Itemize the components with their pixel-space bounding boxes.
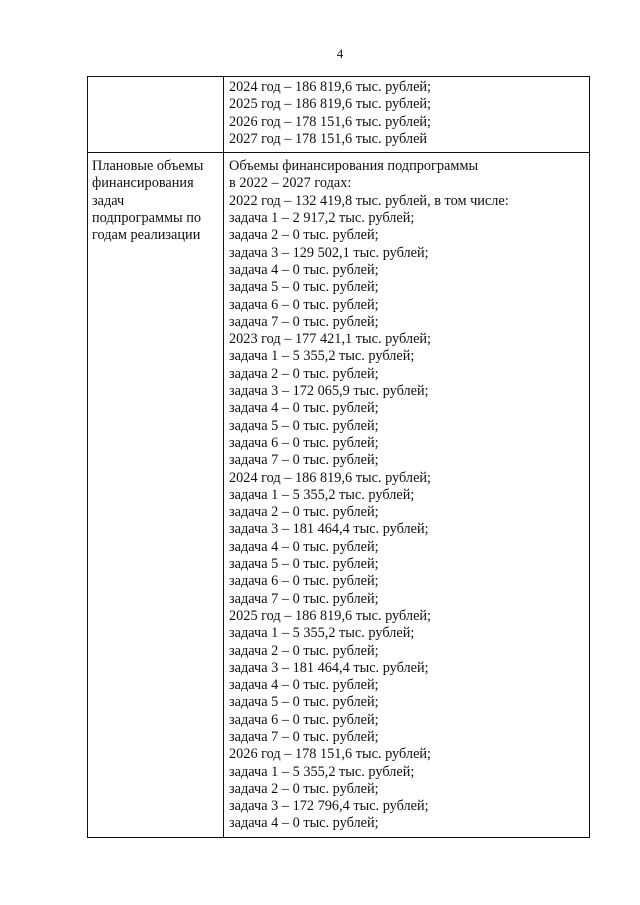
financing-line: задача 4 – 0 тыс. рублей; <box>229 815 379 832</box>
financing-line: задача 3 – 172 065,9 тыс. рублей; <box>229 383 429 400</box>
financing-line: задача 3 – 129 502,1 тыс. рублей; <box>229 244 429 261</box>
financing-line: задача 6 – 0 тыс. рублей; <box>229 434 379 451</box>
financing-line: задача 4 – 0 тыс. рублей; <box>229 400 379 417</box>
financing-line: задача 3 – 172 796,4 тыс. рублей; <box>229 798 429 815</box>
financing-line: задача 3 – 181 464,4 тыс. рублей; <box>229 521 429 538</box>
financing-line: задача 1 – 2 917,2 тыс. рублей; <box>229 210 415 227</box>
financing-line: задача 5 – 0 тыс. рублей; <box>229 279 379 296</box>
financing-line: 2026 год – 178 151,6 тыс. рублей; <box>229 746 432 763</box>
financing-line: 2024 год – 186 819,6 тыс. рублей; <box>229 469 432 486</box>
label-line: годам реализации <box>92 227 201 244</box>
financing-line: задача 6 – 0 тыс. рублей; <box>229 573 379 590</box>
financing-line: задача 4 – 0 тыс. рублей; <box>229 261 379 278</box>
row2-label-lines <box>88 153 223 250</box>
financing-line: задача 1 – 5 355,2 тыс. рублей; <box>229 763 415 780</box>
financing-line: 2024 год – 186 819,6 тыс. рублей; <box>229 79 432 95</box>
row1-value-cell <box>224 77 590 153</box>
financing-line: задача 2 – 0 тыс. рублей; <box>229 780 379 797</box>
financing-line: задача 3 – 181 464,4 тыс. рублей; <box>229 659 429 676</box>
financing-line: задача 6 – 0 тыс. рублей; <box>229 296 379 313</box>
row2-value-cell <box>224 153 590 838</box>
label-line: финансирования <box>92 175 194 192</box>
page-number: 4 <box>336 46 344 61</box>
label-line: подпрограммы по <box>92 210 202 227</box>
financing-line: 2023 год – 177 421,1 тыс. рублей; <box>229 331 432 348</box>
financing-line: задача 5 – 0 тыс. рублей; <box>229 694 379 711</box>
financing-line: задача 4 – 0 тыс. рублей; <box>229 538 379 555</box>
row1-label <box>88 77 223 88</box>
financing-line: задача 1 – 5 355,2 тыс. рублей; <box>229 625 415 642</box>
table-row-continuation <box>88 77 590 153</box>
financing-line: в 2022 – 2027 годах: <box>229 175 352 192</box>
row1-value-lines <box>224 77 589 152</box>
financing-line: задача 2 – 0 тыс. рублей; <box>229 365 379 382</box>
financing-line: задача 7 – 0 тыс. рублей; <box>229 313 379 330</box>
financing-line: задача 7 – 0 тыс. рублей; <box>229 728 379 745</box>
financing-line: задача 5 – 0 тыс. рублей; <box>229 417 379 434</box>
row1-label-cell <box>88 77 224 153</box>
financing-line: задача 4 – 0 тыс. рублей; <box>229 677 379 694</box>
row2-label-cell <box>88 153 224 838</box>
financing-line: задача 2 – 0 тыс. рублей; <box>229 227 379 244</box>
financing-line: 2025 год – 186 819,6 тыс. рублей; <box>229 96 432 113</box>
financing-line: задача 2 – 0 тыс. рублей; <box>229 642 379 659</box>
financing-line: задача 7 – 0 тыс. рублей; <box>229 590 379 607</box>
financing-table <box>87 76 590 838</box>
financing-line: задача 1 – 5 355,2 тыс. рублей; <box>229 486 415 503</box>
financing-line: задача 1 – 5 355,2 тыс. рублей; <box>229 348 415 365</box>
financing-line: 2027 год – 178 151,6 тыс. рублей <box>229 130 428 147</box>
financing-line: Объемы финансирования подпрограммы <box>229 158 479 175</box>
financing-line: задача 6 – 0 тыс. рублей; <box>229 711 379 728</box>
row2-value-lines <box>224 153 589 837</box>
table-row-planned-financing <box>88 153 590 838</box>
financing-line: 2026 год – 178 151,6 тыс. рублей; <box>229 113 432 130</box>
label-line: задач <box>92 192 125 209</box>
financing-line: задача 5 – 0 тыс. рублей; <box>229 556 379 573</box>
financing-line: задача 2 – 0 тыс. рублей; <box>229 504 379 521</box>
label-line: Плановые объемы <box>92 158 204 175</box>
financing-line: 2025 год – 186 819,6 тыс. рублей; <box>229 607 432 624</box>
financing-line: задача 7 – 0 тыс. рублей; <box>229 452 379 469</box>
financing-line: 2022 год – 132 419,8 тыс. рублей, в том числе: <box>229 192 509 209</box>
